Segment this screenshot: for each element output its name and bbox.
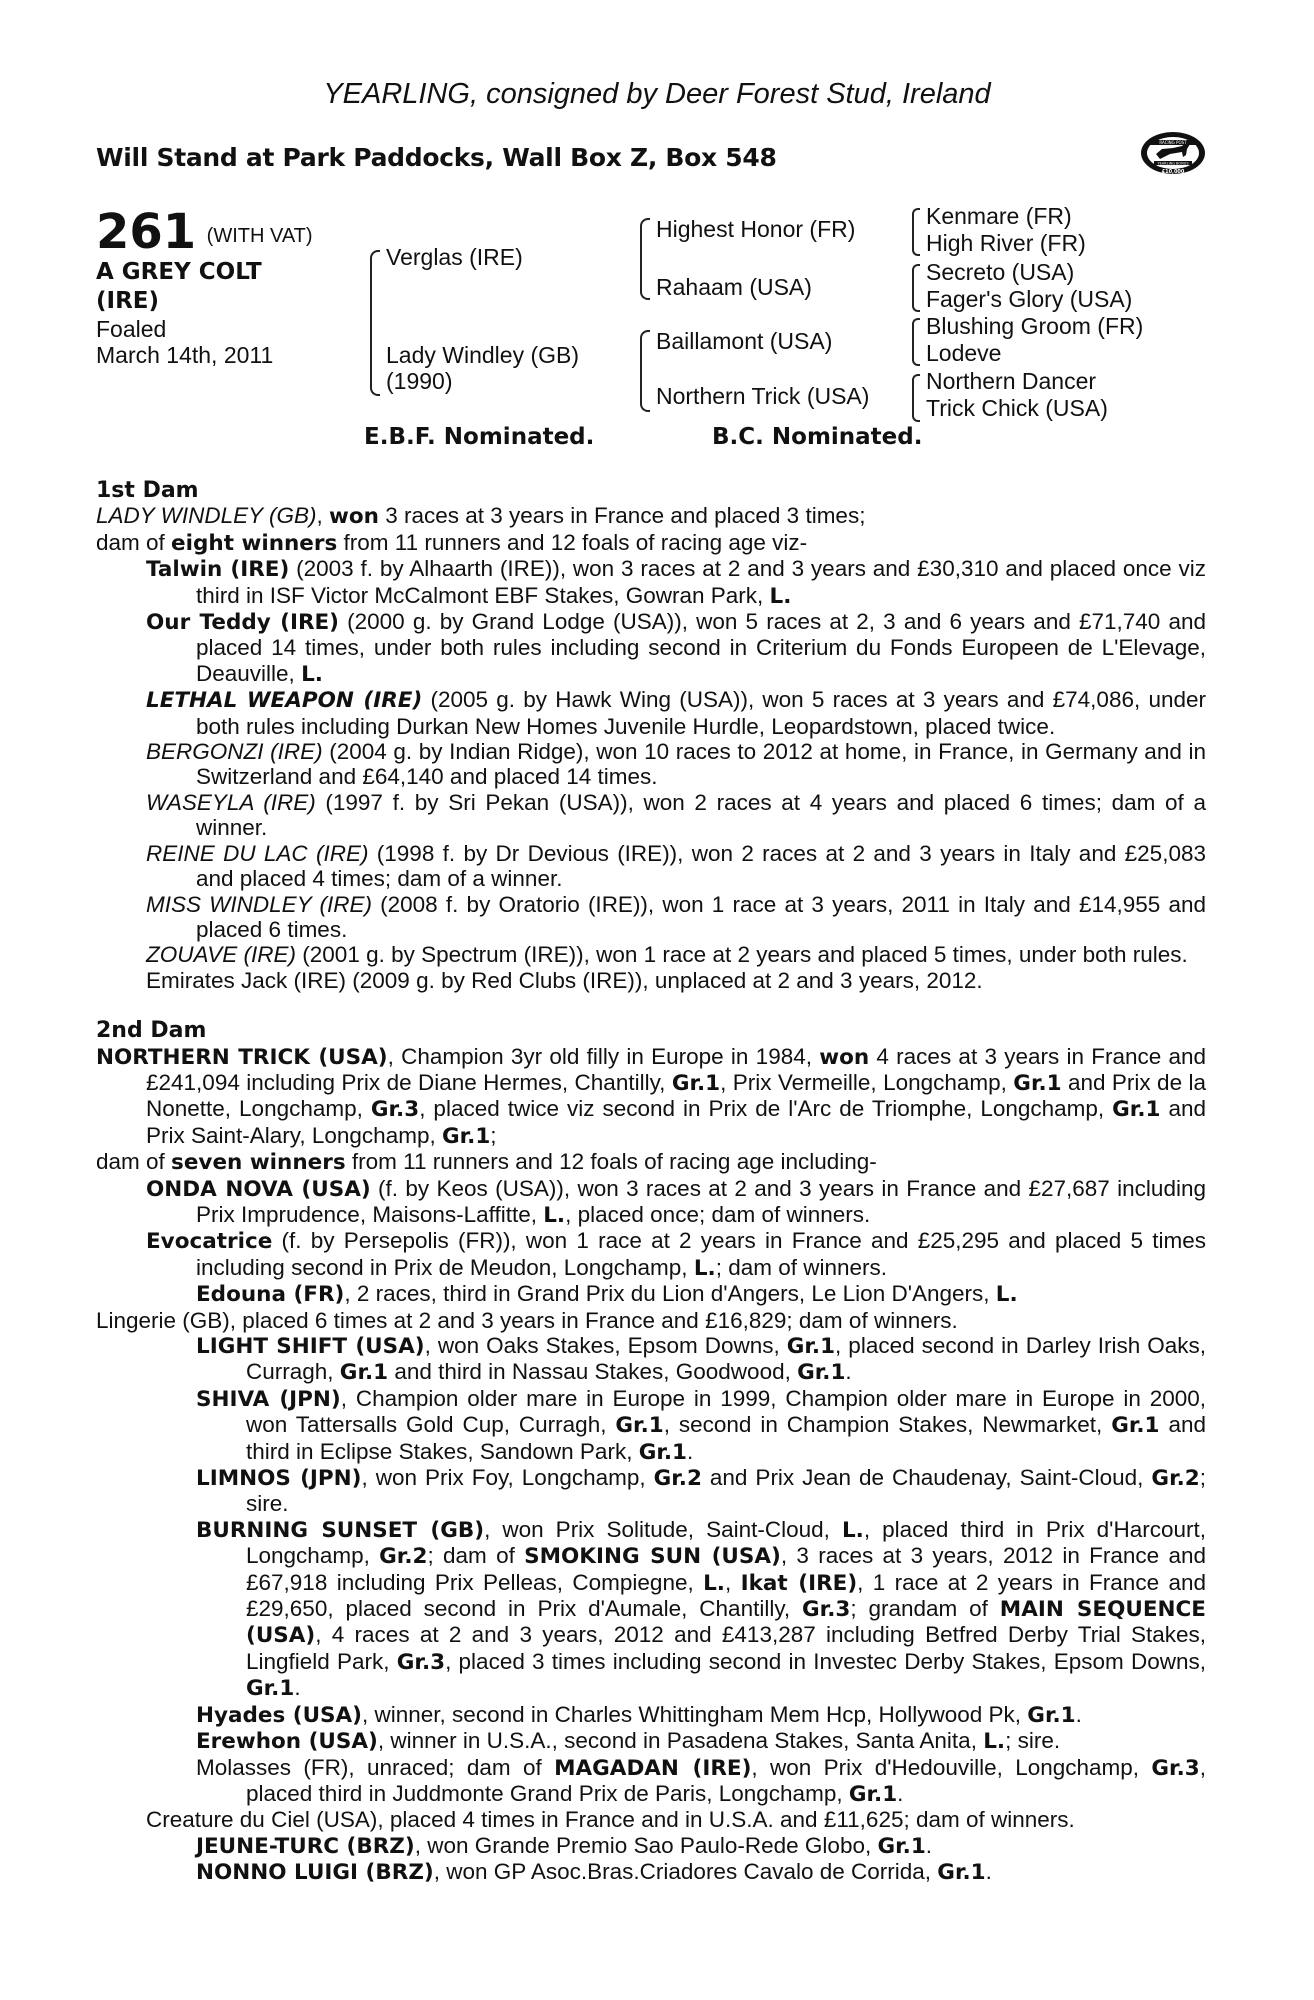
text-run: . — [897, 1780, 904, 1806]
produce-entry — [96, 1281, 1206, 1307]
name-run: Edouna (FR) — [196, 1282, 345, 1308]
text-run: ; — [490, 1122, 497, 1148]
foaled-info — [96, 316, 273, 368]
pedigree-brace-sd — [912, 264, 920, 312]
pedigree-dam-sire: Baillamont (USA) — [656, 328, 833, 354]
pedigree-brace-sire — [640, 218, 650, 300]
text-run: (2008 f. by Oratorio (IRE)), won 1 race at 3 years, 2011 in Italy and £14,955 and placed 6 times. — [196, 891, 1206, 942]
name-run: Gr.3 — [802, 1597, 851, 1623]
text-run: Lingerie (GB), placed 6 times at 2 and 3 years in France and £16,829; dam of winners. — [96, 1307, 958, 1333]
name-run: REINE DU LAC (IRE) — [146, 840, 369, 866]
pedigree-dam-year: (1990) — [386, 368, 453, 394]
text-run: dam of — [96, 529, 172, 555]
text-run: . — [985, 1859, 992, 1885]
text-run: , won GP Asoc.Bras.Criadores Cavalo de Corrida, — [433, 1859, 938, 1885]
text-run: from 11 runners and 12 foals of racing age viz- — [337, 529, 808, 555]
name-run: MAIN SEQUENCE (USA) — [246, 1597, 1206, 1649]
pedigree-sire: Verglas (IRE) — [386, 244, 523, 270]
text-run: , Champion older mare in Europe in 1999, Champion older mare in Europe in 2000, won Tattersalls Gold Cup, Curragh, — [246, 1385, 1206, 1438]
name-run: ZOUAVE (IRE) — [146, 942, 297, 968]
text-run: (2004 g. by Indian Ridge), won 10 races to 2012 at home, in France, in Germany and in Switzerland and £64,140 and placed 14 times. — [196, 739, 1206, 790]
horse-description — [96, 258, 326, 316]
name-run: won — [819, 1044, 870, 1070]
lot-heading — [96, 204, 313, 260]
produce-entry — [96, 1517, 1206, 1702]
name-run: WASEYLA (IRE) — [146, 789, 316, 815]
name-run: Gr.1 — [937, 1860, 986, 1886]
text-run: ; dam of — [427, 1543, 525, 1569]
name-run: won — [329, 504, 379, 530]
produce-entry — [96, 841, 1206, 892]
pedigree-sds: Secreto (USA) — [926, 259, 1075, 285]
pedigree-dam — [386, 342, 579, 394]
lot-number: 261 — [96, 204, 197, 260]
name-run: Gr.1 — [638, 1439, 688, 1465]
text-run: , 1 race at 2 years in France and £29,650, placed second in Prix d'Aumale, Chantilly, — [246, 1569, 1206, 1622]
produce-entry — [96, 1807, 1206, 1832]
text-run: and Prix de la Nonette, Longchamp, — [146, 1069, 1206, 1122]
produce-entry — [96, 1728, 1206, 1754]
yearling-bonus-horse-icon — [1140, 128, 1206, 178]
second-dam-intro — [96, 1044, 1206, 1150]
name-run: Gr.3 — [1151, 1755, 1200, 1781]
produce-entry — [96, 609, 1206, 687]
name-run: Talwin (IRE) — [146, 557, 290, 583]
text-run: . — [687, 1438, 694, 1464]
name-run: Evocatrice — [146, 1229, 273, 1255]
text-run: , 4 races at 2 and 3 years, 2012 and £413,287 including Betfred Derby Trial Stakes, Lingfield Park, — [246, 1622, 1206, 1674]
produce-entry — [96, 1755, 1206, 1808]
name-run: MISS WINDLEY (IRE) — [146, 891, 372, 917]
produce-entry — [96, 739, 1206, 790]
produce-entry — [96, 942, 1206, 967]
text-run: (1998 f. by Dr Devious (IRE)), won 2 races at 2 and 3 years in Italy and £25,083 and placed 4 times; dam of a winner. — [196, 840, 1206, 892]
bc-nominated: B.C. Nominated. — [712, 424, 923, 450]
pedigree-sire-sire: Highest Honor (FR) — [656, 216, 856, 242]
first-dam-produce-list — [96, 556, 1206, 993]
ebf-nominated: E.B.F. Nominated. — [364, 424, 595, 450]
name-run: eight winners — [171, 530, 338, 556]
text-run: , second in Champion Stakes, Newmarket, — [663, 1412, 1112, 1438]
dam-details — [96, 478, 1206, 1886]
text-run: , 2 races, third in Grand Prix du Lion d'Angers, Le Lion D'Angers, — [344, 1281, 996, 1307]
lot-vat: (WITH VAT) — [206, 225, 313, 247]
bonus-mid-text: YEARLING BONUS — [1157, 161, 1189, 166]
text-run: dam of — [96, 1149, 172, 1175]
text-run: and Prix Saint-Alary, Longchamp, — [146, 1096, 1206, 1148]
text-run: , placed third in Juddmonte Grand Prix de Paris, Longchamp, — [246, 1754, 1206, 1806]
produce-entry — [96, 1228, 1206, 1281]
horse-description-line: A GREY COLT — [96, 259, 262, 285]
name-run: Gr.1 — [797, 1360, 846, 1386]
text-run: , — [316, 503, 329, 529]
name-run: L. — [703, 1570, 725, 1596]
text-run: and third in Nassau Stakes, Goodwood, — [388, 1359, 798, 1385]
text-run: (2005 g. by Hawk Wing (USA)), won 5 races at 3 years and £74,086, under both rules including Durkan New Homes Juvenile Hurdle, Leopardstown, placed twice. — [196, 687, 1206, 739]
name-run: Gr.1 — [441, 1123, 491, 1149]
name-run: MAGADAN (IRE) — [554, 1755, 752, 1781]
name-run: Gr.1 — [1111, 1413, 1160, 1439]
first-dam-heading: 1st Dam — [96, 478, 199, 503]
text-run: , placed second in Darley Irish Oaks, Curragh, — [246, 1333, 1206, 1385]
name-run: Gr.3 — [370, 1097, 420, 1123]
text-run: ; sire. — [246, 1465, 1206, 1517]
name-run: JEUNE-TURC (BRZ) — [196, 1833, 415, 1859]
horse-description-line: (IRE) — [96, 288, 160, 314]
pedigree-brace-ds — [912, 318, 920, 366]
pedigree-brace-main — [370, 250, 380, 396]
second-dam-produce-summary — [96, 1149, 1206, 1175]
text-run: , placed 3 times including second in Investec Derby Stakes, Epsom Downs, — [445, 1648, 1206, 1674]
text-run: , winner in U.S.A., second in Pasadena Stakes, Santa Anita, — [377, 1728, 984, 1754]
produce-entry — [96, 1833, 1206, 1859]
text-run: , winner, second in Charles Whittingham Mem Hcp, Hollywood Pk, — [362, 1701, 1028, 1727]
name-run: Gr.1 — [339, 1360, 389, 1386]
text-run: Molasses (FR), unraced; dam of — [196, 1754, 555, 1780]
text-run: , 3 races at 3 years, 2012 in France and £67,918 including Prix Pelleas, Compiegne, — [246, 1543, 1206, 1595]
text-run: , won Prix Solitude, Saint-Cloud, — [484, 1516, 842, 1542]
pedigree-sire-dam: Rahaam (USA) — [656, 274, 812, 300]
pedigree-brace-ss — [912, 208, 920, 256]
name-run: L. — [995, 1282, 1018, 1308]
text-run: (f. by Persepolis (FR)), won 1 race at 2 years in France and £25,295 and placed 5 times including second in Prix de Meudon, Longchamp, — [196, 1228, 1206, 1280]
first-dam-intro — [96, 503, 1206, 529]
text-run: Emirates Jack (IRE) (2009 g. by Red Clubs (IRE)), unplaced at 2 and 3 years, 2012. — [146, 967, 983, 993]
text-run: , placed twice viz second in Prix de l'Arc de Triomphe, Longchamp, — [419, 1096, 1113, 1122]
text-run: (2001 g. by Spectrum (IRE)), won 1 race at 2 years and placed 5 times, under both rules. — [296, 942, 1188, 968]
text-run: , placed once; dam of winners. — [565, 1201, 871, 1227]
text-run: , won Grande Premio Sao Paulo-Rede Globo, — [414, 1832, 878, 1858]
text-run: 3 races at 3 years in France and placed 3 times; — [378, 503, 866, 529]
text-run: . — [294, 1675, 301, 1701]
name-run: L. — [543, 1202, 566, 1228]
pedigree-sss: Kenmare (FR) — [926, 203, 1072, 229]
text-run: . — [925, 1832, 933, 1858]
text-run: 4 races at 3 years in France and £241,094 including Prix de Diane Hermes, Chantilly, — [146, 1043, 1207, 1095]
text-run: . — [1075, 1701, 1082, 1727]
text-run: and Prix Jean de Chaudenay, Saint-Cloud, — [701, 1465, 1152, 1491]
pedigree-dds: Northern Dancer — [926, 368, 1097, 394]
text-run: ; sire. — [1005, 1728, 1061, 1754]
produce-entry — [96, 968, 1206, 993]
text-run: ; grandam of — [850, 1596, 1000, 1622]
bonus-value: £10,000 — [1161, 169, 1185, 175]
name-run: NONNO LUIGI (BRZ) — [196, 1860, 434, 1886]
name-run: seven winners — [171, 1150, 346, 1176]
pedigree-dss: Blushing Groom (FR) — [926, 313, 1144, 339]
text-run: from 11 runners and 12 foals of racing age including- — [345, 1149, 877, 1175]
stand-location: Will Stand at Park Paddocks, Wall Box Z, Box 548 — [96, 143, 777, 172]
text-run: , Prix Vermeille, Longchamp, — [720, 1069, 1014, 1095]
page-title: YEARLING, consigned by Deer Forest Stud, Ireland — [323, 78, 991, 110]
name-run: Gr.3 — [396, 1649, 446, 1675]
produce-entry — [96, 1702, 1206, 1728]
text-run: , won Oaks Stakes, Epsom Downs, — [424, 1333, 787, 1358]
first-dam-produce-summary — [96, 530, 1206, 556]
name-run: Our Teddy (IRE) — [146, 610, 340, 636]
name-run: Gr.1 — [246, 1676, 295, 1702]
name-run: Gr.1 — [1013, 1070, 1062, 1096]
name-run: SMOKING SUN (USA) — [524, 1544, 781, 1570]
name-run: Gr.2 — [653, 1466, 702, 1492]
produce-entry — [96, 892, 1206, 943]
name-run: BERGONZI (IRE) — [146, 739, 323, 765]
name-run: L. — [983, 1729, 1006, 1755]
name-run: Hyades (USA) — [196, 1702, 363, 1728]
produce-entry — [96, 1333, 1206, 1386]
name-run: Gr.1 — [848, 1781, 898, 1807]
text-run: (1997 f. by Sri Pekan (USA)), won 2 races at 4 years and placed 6 times; dam of a winner. — [196, 789, 1206, 841]
foaled-label: Foaled — [96, 316, 167, 342]
text-run: , placed third in Prix d'Harcourt, Longchamp, — [246, 1516, 1206, 1569]
name-run: Gr.1 — [786, 1334, 836, 1359]
name-run: Gr.2 — [379, 1544, 428, 1570]
pedigree-dsd: Lodeve — [926, 340, 1002, 366]
name-run: LIGHT SHIFT (USA) — [196, 1334, 425, 1359]
produce-entry — [96, 1859, 1206, 1885]
produce-entry — [96, 1465, 1206, 1517]
produce-entry — [96, 790, 1206, 841]
name-run: SHIVA (JPN) — [196, 1386, 341, 1412]
name-run: L. — [769, 583, 792, 609]
text-run: , — [724, 1569, 741, 1595]
pedigree-ddd: Trick Chick (USA) — [926, 395, 1108, 421]
name-run: L. — [841, 1517, 864, 1543]
name-run: L. — [693, 1255, 716, 1281]
pedigree-dam-dam: Northern Trick (USA) — [656, 383, 870, 409]
name-run: Erewhon (USA) — [196, 1729, 378, 1755]
text-run: , won Prix Foy, Longchamp, — [361, 1465, 654, 1491]
second-dam-produce-list — [96, 1176, 1206, 1886]
name-run: LETHAL WEAPON (IRE) — [146, 688, 423, 714]
text-run: and third in Eclipse Stakes, Sandown Park, — [246, 1412, 1206, 1464]
text-run: (2000 g. by Grand Lodge (USA)), won 5 races at 2, 3 and 6 years and £71,740 and placed 14 times, under both rules including second in Criterium du Fonds Europeen de L'Elevage, Deauville, — [196, 609, 1206, 686]
name-run: NORTHERN TRICK (USA) — [96, 1044, 388, 1070]
produce-entry — [96, 687, 1206, 739]
produce-entry — [96, 556, 1206, 609]
name-run: L. — [301, 661, 323, 687]
pedigree-brace-dd — [912, 374, 920, 422]
second-dam-heading: 2nd Dam — [96, 1018, 207, 1044]
produce-entry — [96, 1386, 1206, 1465]
pedigree-sdd: Fager's Glory (USA) — [926, 286, 1133, 312]
name-run: Gr.1 — [671, 1070, 721, 1096]
name-run: Gr.1 — [1027, 1702, 1076, 1728]
pedigree-dam-name: Lady Windley (GB) — [386, 342, 580, 368]
text-run: (2003 f. by Alhaarth (IRE)), won 3 races at 2 and 3 years and £30,310 and placed once viz third in ISF Victor McCalmont EBF Stakes, Gowran Park, — [196, 556, 1206, 608]
name-run: Gr.1 — [1112, 1097, 1161, 1123]
text-run: Creature du Ciel (USA), placed 4 times in France and in U.S.A. and £11,625; dam of winners. — [146, 1807, 1075, 1833]
name-run: ONDA NOVA (USA) — [146, 1176, 371, 1202]
name-run: Gr.1 — [877, 1833, 926, 1859]
pedigree-ssd: High River (FR) — [926, 230, 1086, 256]
name-run: Ikat (IRE) — [740, 1570, 858, 1596]
pedigree-brace-dam — [640, 330, 650, 412]
text-run: ; dam of winners. — [715, 1254, 888, 1280]
name-run: BURNING SUNSET (GB) — [196, 1517, 485, 1543]
text-run: . — [845, 1359, 852, 1385]
bonus-top-text: RACING POST — [1159, 140, 1187, 145]
text-run: (f. by Keos (USA)), won 3 races at 2 and 3 years in France and £27,687 including Prix Imprudence, Maisons-Laffitte, — [196, 1175, 1206, 1227]
name-run: Gr.2 — [1151, 1466, 1200, 1492]
name-run: LADY WINDLEY (GB) — [96, 503, 317, 529]
name-run: LIMNOS (JPN) — [196, 1466, 362, 1492]
text-run: , won Prix d'Hedouville, Longchamp, — [751, 1754, 1152, 1780]
produce-entry — [96, 1308, 1206, 1333]
name-run: Gr.1 — [615, 1413, 664, 1439]
text-run: , Champion 3yr old filly in Europe in 1984, — [387, 1043, 820, 1069]
foaled-date: March 14th, 2011 — [96, 342, 274, 368]
produce-entry — [96, 1176, 1206, 1229]
